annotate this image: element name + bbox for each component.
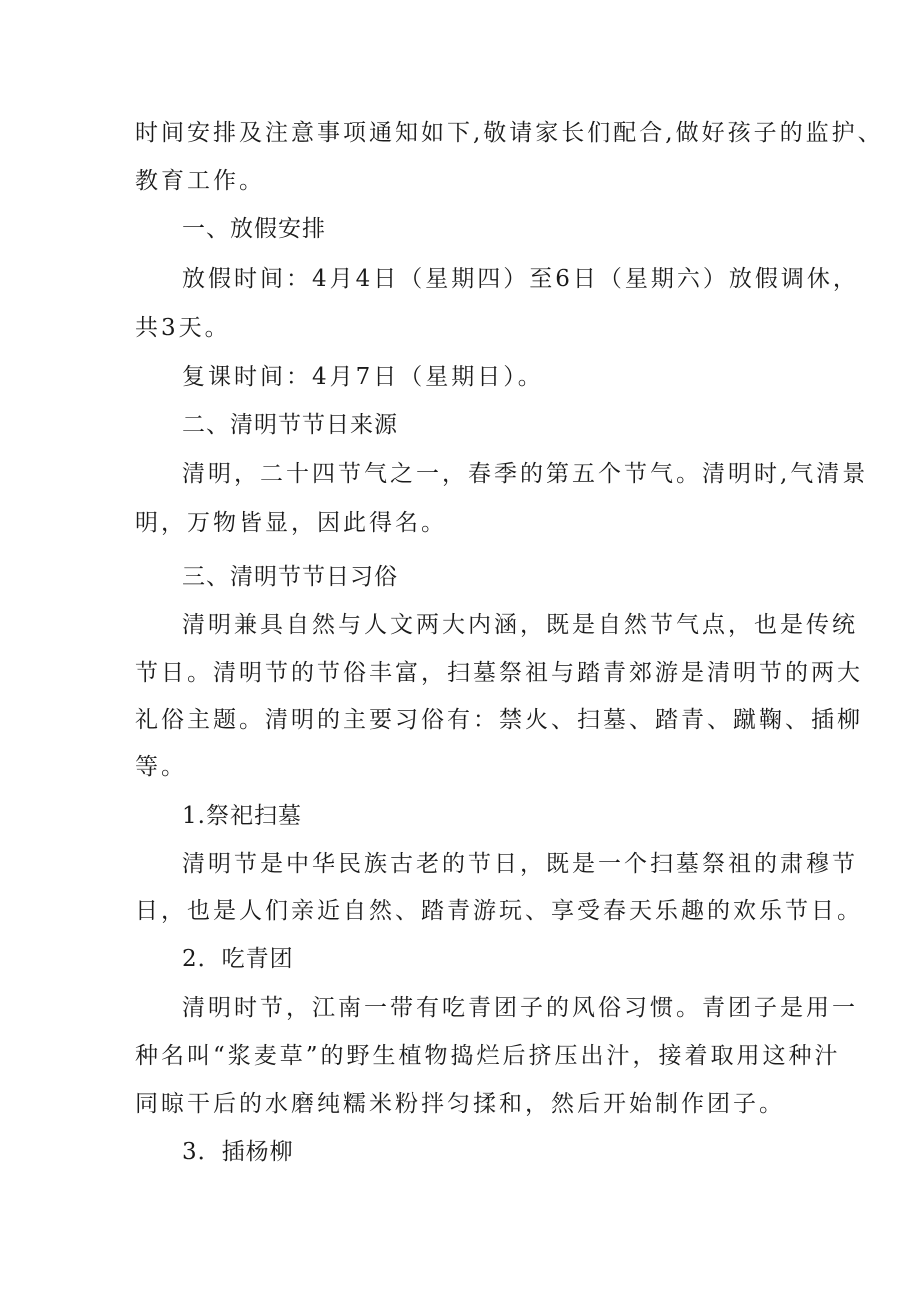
paragraph-line: 共3天。 — [135, 315, 231, 341]
subsection-heading: 1.祭祀扫墓 — [182, 803, 302, 829]
section-heading-holiday: 一、放假安排 — [182, 216, 326, 242]
section-heading-origin: 二、清明节节日来源 — [182, 412, 398, 438]
paragraph-line: 放假时间：4月4日（星期四）至6日（星期六）放假调休， — [182, 266, 859, 292]
paragraph-line: 等。 — [135, 754, 187, 780]
subsection-heading: 2．吃青团 — [182, 946, 294, 972]
paragraph-line: 教育工作。 — [135, 168, 265, 194]
paragraph-line: 清明兼具自然与人文两大内涵，既是自然节气点，也是传统 — [182, 612, 858, 638]
paragraph-line: 清明，二十四节气之一，春季的第五个节气。清明时,气清景 — [182, 461, 869, 487]
paragraph-line: 明，万物皆显，因此得名。 — [135, 510, 447, 536]
subsection-heading: 3．插杨柳 — [182, 1139, 294, 1165]
paragraph-line: 复课时间：4月7日（星期日）。 — [182, 364, 544, 390]
paragraph-line: 礼俗主题。清明的主要习俗有：禁火、扫墓、踏青、蹴鞠、插柳 — [135, 707, 863, 733]
paragraph-line: 种名叫“浆麦草”的野生植物捣烂后挤压出汁，接着取用这种汁 — [135, 1043, 841, 1069]
paragraph-line: 清明时节，江南一带有吃青团子的风俗习惯。青团子是用一 — [182, 995, 858, 1021]
paragraph-line: 时间安排及注意事项通知如下,敬请家长们配合,做好孩子的监护、 — [135, 120, 884, 146]
paragraph-line: 清明节是中华民族古老的节日，既是一个扫墓祭祖的肃穆节 — [182, 851, 858, 877]
paragraph-line: 日，也是人们亲近自然、踏青游玩、享受春天乐趣的欢乐节日。 — [135, 898, 863, 924]
paragraph-line: 节日。清明节的节俗丰富，扫墓祭祖与踏青郊游是清明节的两大 — [135, 660, 863, 686]
section-heading-customs: 三、清明节节日习俗 — [182, 564, 398, 590]
paragraph-line: 同晾干后的水磨纯糯米粉拌匀揉和，然后开始制作团子。 — [135, 1091, 785, 1117]
